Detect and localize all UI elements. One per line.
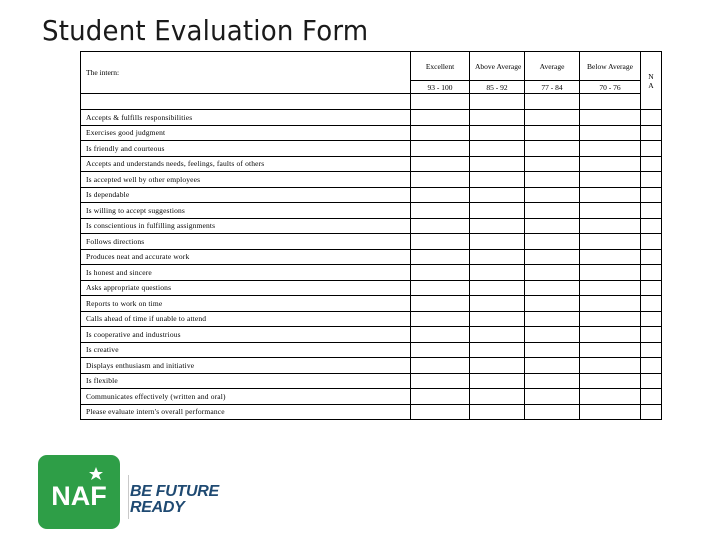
tagline-line-2: READY [130,499,185,516]
rating-cell-average[interactable] [525,218,580,234]
criterion-row [81,203,662,219]
rating-cell-na[interactable] [641,265,662,281]
criterion-row [81,265,662,281]
rating-cell-below-average[interactable] [580,296,641,312]
rating-cell-average[interactable] [525,187,580,203]
rating-cell-above-average[interactable] [470,311,525,327]
criterion-label: Produces neat and accurate work [81,249,411,265]
rating-cell-average[interactable] [525,358,580,374]
rating-cell-excellent[interactable] [411,187,470,203]
rating-cell-average[interactable] [525,389,580,405]
criterion-label: Follows directions [81,234,411,250]
rating-cell-excellent[interactable] [411,203,470,219]
rating-cell-na[interactable] [641,110,662,126]
rating-cell-average[interactable] [525,172,580,188]
criterion-label: Communicates effectively (written and oral) [81,389,411,405]
criterion-label: Reports to work on time [81,296,411,312]
criterion-label: Is dependable [81,187,411,203]
rating-cell-excellent[interactable] [411,110,470,126]
spacer-cell [81,94,411,110]
spacer-cell [525,94,580,110]
rating-cell-average[interactable] [525,342,580,358]
rating-cell-above-average[interactable] [470,249,525,265]
rating-cell-average[interactable] [525,296,580,312]
rating-cell-below-average[interactable] [580,218,641,234]
criterion-row [81,156,662,172]
range-above-average: 85 - 92 [470,81,525,94]
rating-cell-above-average[interactable] [470,280,525,296]
criterion-row [81,110,662,126]
rating-cell-above-average[interactable] [470,172,525,188]
rating-cell-above-average[interactable] [470,389,525,405]
rating-cell-below-average[interactable] [580,110,641,126]
rating-cell-na[interactable] [641,373,662,389]
criterion-row [81,296,662,312]
criterion-row [81,327,662,343]
criterion-label: Exercises good judgment [81,125,411,141]
rating-cell-excellent[interactable] [411,342,470,358]
naf-logo [38,455,228,529]
rating-cell-excellent[interactable] [411,249,470,265]
rating-cell-below-average[interactable] [580,342,641,358]
range-below-average: 70 - 76 [580,81,641,94]
svg-text:NAF: NAF [51,481,107,511]
rating-cell-na[interactable] [641,358,662,374]
category-average: Average [525,52,580,81]
criterion-label: Is accepted well by other employees [81,172,411,188]
rating-cell-above-average[interactable] [470,187,525,203]
criterion-row [81,249,662,265]
rating-cell-average[interactable] [525,265,580,281]
rating-cell-above-average[interactable] [470,342,525,358]
criterion-row [81,218,662,234]
rating-cell-above-average[interactable] [470,234,525,250]
rating-cell-below-average[interactable] [580,249,641,265]
rating-cell-excellent[interactable] [411,389,470,405]
rating-cell-below-average[interactable] [580,358,641,374]
criterion-label: Is cooperative and industrious [81,327,411,343]
rating-cell-below-average[interactable] [580,203,641,219]
page-title: Student Evaluation Form [42,14,369,47]
evaluation-table [80,51,662,420]
rating-cell-average[interactable] [525,125,580,141]
rating-cell-above-average[interactable] [470,265,525,281]
spacer-cell [580,94,641,110]
criterion-label: Calls ahead of time if unable to attend [81,311,411,327]
rating-cell-below-average[interactable] [580,172,641,188]
rating-cell-na[interactable] [641,342,662,358]
rating-cell-na[interactable] [641,203,662,219]
tagline-line-1: BE FUTURE [130,483,219,500]
rating-cell-above-average[interactable] [470,404,525,420]
rating-cell-excellent[interactable] [411,280,470,296]
criterion-row [81,358,662,374]
rating-cell-na[interactable] [641,404,662,420]
rating-cell-above-average[interactable] [470,296,525,312]
rating-cell-excellent[interactable] [411,141,470,157]
rating-cell-below-average[interactable] [580,373,641,389]
rating-cell-average[interactable] [525,373,580,389]
criterion-row [81,234,662,250]
rating-cell-excellent[interactable] [411,404,470,420]
rating-cell-na[interactable] [641,125,662,141]
rating-cell-below-average[interactable] [580,404,641,420]
rating-cell-average[interactable] [525,249,580,265]
rating-cell-average[interactable] [525,280,580,296]
rating-cell-na[interactable] [641,187,662,203]
rating-cell-excellent[interactable] [411,218,470,234]
range-average: 77 - 84 [525,81,580,94]
rating-cell-na[interactable] [641,389,662,405]
logo-tagline [130,484,219,516]
rating-cell-excellent[interactable] [411,265,470,281]
rating-cell-na[interactable] [641,234,662,250]
rating-cell-excellent[interactable] [411,296,470,312]
criterion-label: Is friendly and courteous [81,141,411,157]
rating-cell-na[interactable] [641,311,662,327]
rating-cell-above-average[interactable] [470,373,525,389]
rating-cell-below-average[interactable] [580,234,641,250]
category-below-average: Below Average [580,52,641,81]
rating-cell-below-average[interactable] [580,141,641,157]
rating-cell-below-average[interactable] [580,389,641,405]
rating-cell-excellent[interactable] [411,234,470,250]
rating-cell-below-average[interactable] [580,327,641,343]
criterion-row [81,125,662,141]
category-na: N A [641,52,662,110]
rating-cell-above-average[interactable] [470,110,525,126]
rating-cell-na[interactable] [641,172,662,188]
rating-cell-excellent[interactable] [411,373,470,389]
rating-cell-above-average[interactable] [470,156,525,172]
rating-cell-na[interactable] [641,218,662,234]
rating-cell-excellent[interactable] [411,172,470,188]
logo-divider [128,475,129,519]
rating-cell-na[interactable] [641,249,662,265]
criterion-label: Accepts & fulfills responsibilities [81,110,411,126]
criterion-row [81,311,662,327]
criterion-row [81,280,662,296]
rating-cell-below-average[interactable] [580,156,641,172]
rating-cell-average[interactable] [525,203,580,219]
rating-cell-excellent[interactable] [411,156,470,172]
rating-cell-below-average[interactable] [580,265,641,281]
criterion-row [81,187,662,203]
criterion-row [81,342,662,358]
rating-cell-average[interactable] [525,141,580,157]
rating-cell-excellent[interactable] [411,311,470,327]
criterion-row [81,373,662,389]
criterion-row [81,389,662,405]
rating-cell-excellent[interactable] [411,358,470,374]
rating-cell-average[interactable] [525,110,580,126]
range-excellent: 93 - 100 [411,81,470,94]
criterion-label: Asks appropriate questions [81,280,411,296]
rating-cell-above-average[interactable] [470,218,525,234]
corner-label: The intern: [81,52,411,94]
rating-cell-below-average[interactable] [580,311,641,327]
rating-cell-average[interactable] [525,404,580,420]
rating-cell-na[interactable] [641,141,662,157]
category-excellent: Excellent [411,52,470,81]
rating-cell-na[interactable] [641,327,662,343]
spacer-row [81,94,662,110]
rating-cell-average[interactable] [525,327,580,343]
rating-cell-below-average[interactable] [580,280,641,296]
criterion-label: Is creative [81,342,411,358]
rating-cell-average[interactable] [525,311,580,327]
rating-cell-above-average[interactable] [470,125,525,141]
criterion-label: Displays enthusiasm and initiative [81,358,411,374]
naf-logo-icon [38,455,120,529]
criterion-label: Is flexible [81,373,411,389]
rating-cell-above-average[interactable] [470,327,525,343]
criterion-row [81,172,662,188]
rating-cell-na[interactable] [641,296,662,312]
rating-cell-above-average[interactable] [470,358,525,374]
rating-cell-above-average[interactable] [470,141,525,157]
category-header-row [81,52,662,81]
criterion-label: Accepts and understands needs, feelings, faults of others [81,156,411,172]
category-above-average: Above Average [470,52,525,81]
rating-cell-above-average[interactable] [470,203,525,219]
rating-cell-average[interactable] [525,156,580,172]
criterion-row [81,141,662,157]
rating-cell-na[interactable] [641,280,662,296]
spacer-cell [411,94,470,110]
criterion-label: Is honest and sincere [81,265,411,281]
criterion-label: Is willing to accept suggestions [81,203,411,219]
criterion-label: Please evaluate intern's overall performance [81,404,411,420]
criterion-label: Is conscientious in fulfilling assignments [81,218,411,234]
rating-cell-excellent[interactable] [411,125,470,141]
rating-cell-na[interactable] [641,156,662,172]
rating-cell-below-average[interactable] [580,125,641,141]
rating-cell-below-average[interactable] [580,187,641,203]
rating-cell-excellent[interactable] [411,327,470,343]
spacer-cell [470,94,525,110]
criterion-row [81,404,662,420]
rating-cell-average[interactable] [525,234,580,250]
